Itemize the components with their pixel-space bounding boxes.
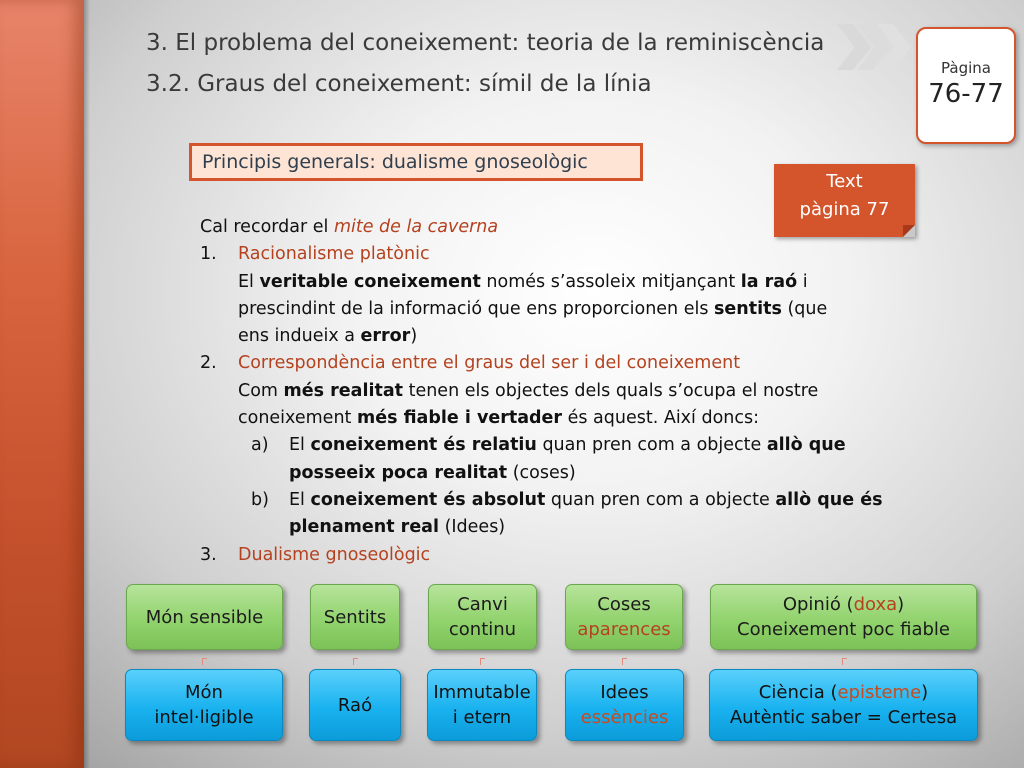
- connector-mark: [480, 658, 485, 665]
- page-number: 76-77: [928, 79, 1004, 109]
- chevrons-icon: [835, 22, 915, 72]
- connector-mark: [622, 658, 627, 665]
- text-badge-line1: Text: [826, 171, 863, 192]
- ideas-box: Idees essències: [565, 669, 684, 741]
- connector-mark: [842, 658, 847, 665]
- continuous-change-box: Canvi continu: [428, 584, 537, 650]
- decorative-sidebar: [0, 0, 84, 768]
- sub-item-b-line1: b) El coneixement és absolut quan pren com a objecte allò que és: [251, 489, 883, 510]
- senses-box: Sentits: [310, 584, 400, 650]
- principles-heading-box: Principis generals: dualisme gnoseològic: [189, 143, 643, 181]
- text-badge-line2: pàgina 77: [799, 199, 890, 220]
- sub-item-b-line2: plenament real (Idees): [289, 517, 506, 538]
- opinion-box: Opinió (doxa) Coneixement poc fiable: [710, 584, 977, 650]
- intelligible-world-box: Món intel·ligible: [125, 669, 283, 741]
- immutable-box: Immutable i etern: [427, 669, 537, 741]
- connector-mark: [353, 658, 358, 665]
- connector-mark: [202, 658, 207, 665]
- list-item-1-heading: 1. Racionalisme platònic: [200, 244, 430, 265]
- list-item-1-line3: ens indueix a error): [238, 326, 418, 347]
- list-item-2-line1: Com més realitat tenen els objectes dels quals s’ocupa el nostre: [238, 380, 819, 401]
- intro-emphasis: mite de la caverna: [333, 217, 499, 237]
- list-item-2-line2: coneixement més fiable i vertader és aquest. Així doncs:: [238, 408, 760, 429]
- sidebar-shadow: [84, 0, 90, 768]
- things-box: Coses aparences: [565, 584, 683, 650]
- science-box: Ciència (episteme) Autèntic saber = Certesa: [709, 669, 978, 741]
- slide-title: 3. El problema del coneixement: teoria de la reminiscència: [146, 30, 825, 56]
- intro-line: Cal recordar el mite de la caverna: [200, 217, 499, 237]
- page-label: Pàgina: [941, 59, 991, 77]
- sub-item-a-line2: posseeix poca realitat (coses): [289, 462, 576, 483]
- list-item-3-heading: 3. Dualisme gnoseològic: [200, 544, 431, 565]
- list-item-1-line2: prescindint de la informació que ens proporcionen els sentits (que: [238, 298, 828, 319]
- page-reference-badge: [916, 27, 1016, 144]
- list-item-2-heading: 2. Correspondència entre el graus del ser i del coneixement: [200, 353, 741, 374]
- sub-item-a-line1: a) El coneixement és relatiu quan pren com a objecte allò que: [251, 435, 846, 456]
- reason-box: Raó: [309, 669, 401, 741]
- list-item-1-line1: El veritable coneixement només s’assoleix mitjançant la raó i: [238, 271, 808, 292]
- body-text: [200, 214, 910, 569]
- slide-subtitle: 3.2. Graus del coneixement: símil de la línia: [146, 71, 652, 97]
- sensible-world-box: Món sensible: [126, 584, 283, 650]
